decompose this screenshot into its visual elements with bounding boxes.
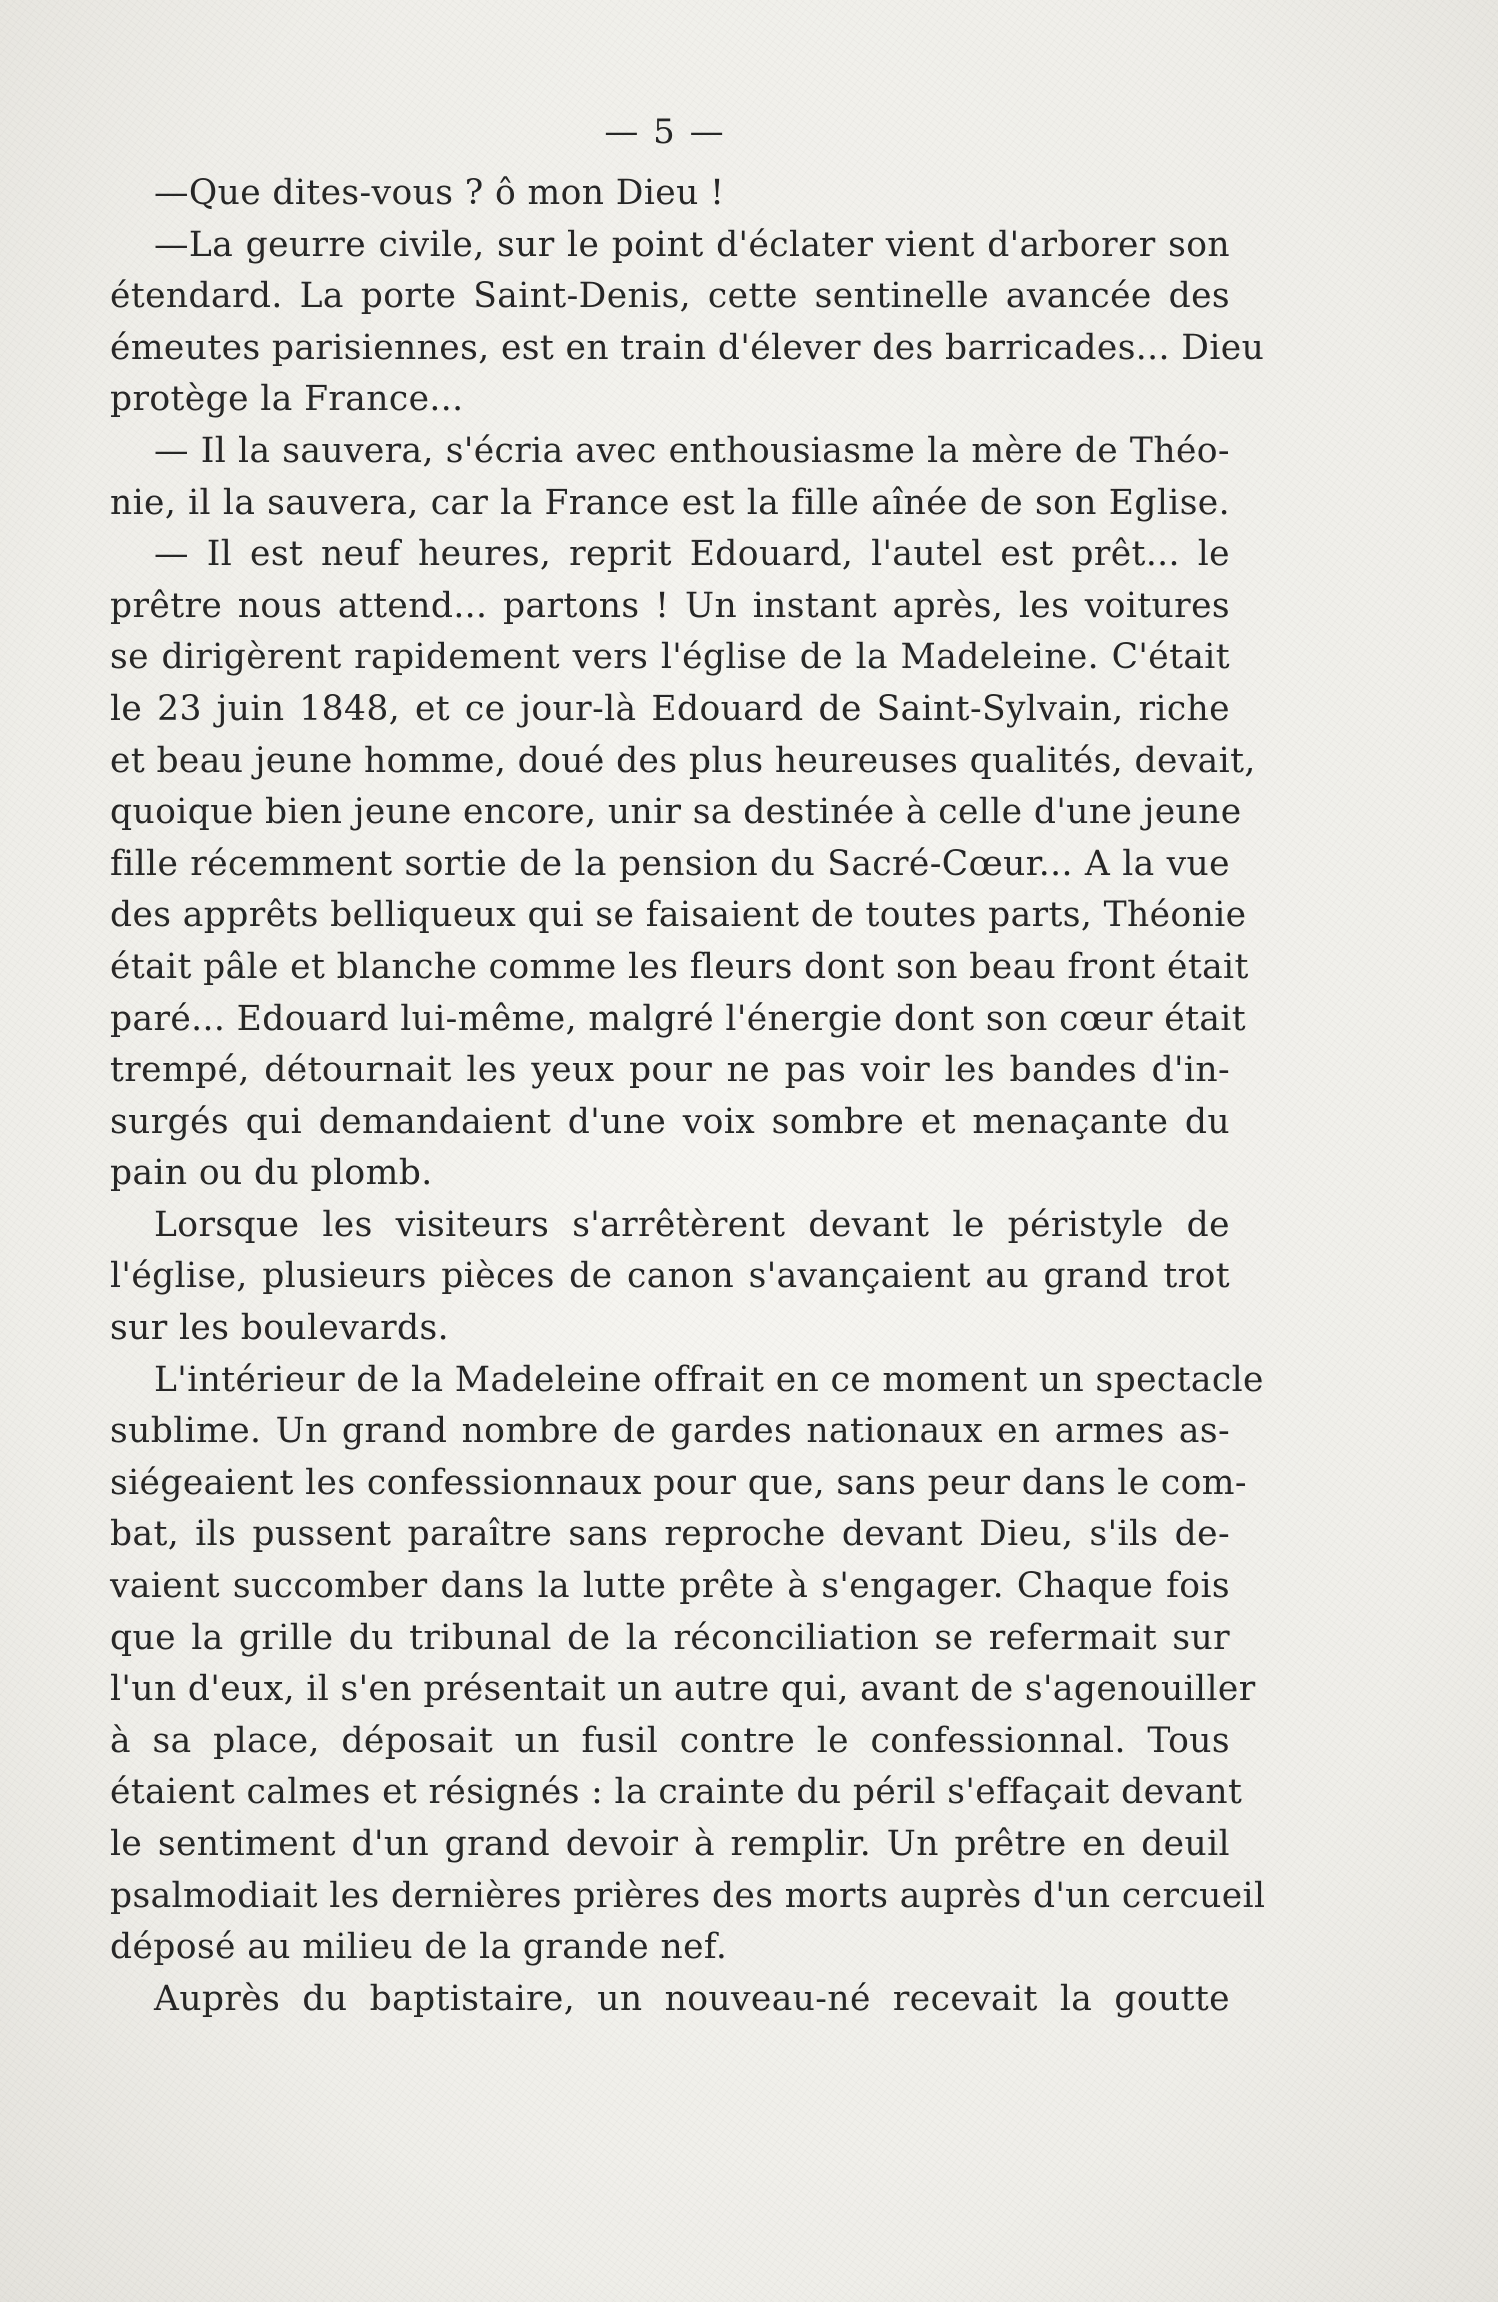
text-line: pain ou du plomb. — [110, 1153, 433, 1194]
text-line: émeutes parisiennes, est en train d'élever des barricades... Dieu — [110, 327, 1265, 368]
text-line: paré... Edouard lui-même, malgré l'énergie dont son cœur était — [110, 998, 1247, 1039]
text-line: quoique bien jeune encore, unir sa destinée à celle d'une jeune — [110, 792, 1242, 833]
text-line: psalmodiait les dernières prières des morts auprès d'un cercueil — [110, 1875, 1266, 1916]
text-line: et beau jeune homme, doué des plus heureuses qualités, devait, — [110, 740, 1256, 781]
text-line: sur les boulevards. — [110, 1308, 449, 1349]
page-number: — 5 — — [604, 112, 726, 152]
text-line: le 23 juin 1848, et ce jour-là Edouard de Saint-Sylvain, riche — [110, 688, 1230, 729]
text-line: vaient succomber dans la lutte prête à s'engager. Chaque fois — [110, 1566, 1230, 1607]
text-line: le sentiment d'un grand devoir à remplir. Un prêtre en deuil — [110, 1824, 1230, 1864]
text-line: protège la France... — [110, 379, 464, 420]
text-line: —La geurre civile, sur le point d'éclater vient d'arborer son — [154, 224, 1230, 265]
text-line: déposé au milieu de la grande nef. — [110, 1927, 728, 1968]
text-line: sublime. Un grand nombre de gardes nationaux en armes as- — [110, 1411, 1230, 1452]
text-line: que la grille du tribunal de la réconciliation se refermait sur — [110, 1617, 1230, 1658]
text-line: nie, il la sauvera, car la France est la fille aînée de son Eglise. — [110, 482, 1230, 523]
text-line: des apprêts belliqueux qui se faisaient de toutes parts, Théonie — [110, 895, 1247, 936]
text-line: — Il la sauvera, s'écria avec enthousiasme la mère de Théo- — [154, 430, 1230, 471]
text-line: à sa place, déposait un fusil contre le confessionnal. Tous — [110, 1720, 1230, 1761]
text-line: bat, ils pussent paraître sans reproche devant Dieu, s'ils de- — [110, 1514, 1230, 1555]
text-line: L'intérieur de la Madeleine offrait en ce moment un spectacle — [154, 1359, 1264, 1400]
text-line: se dirigèrent rapidement vers l'église de la Madeleine. C'était — [110, 637, 1230, 678]
text-line: l'église, plusieurs pièces de canon s'avançaient au grand trot — [110, 1256, 1230, 1297]
text-line: étaient calmes et résignés : la crainte du péril s'effaçait devant — [110, 1772, 1243, 1813]
text-line: trempé, détournait les yeux pour ne pas voir les bandes d'in- — [110, 1050, 1230, 1091]
text-line: surgés qui demandaient d'une voix sombre et menaçante du — [110, 1101, 1230, 1142]
text-line: siégeaient les confessionnaux pour que, sans peur dans le com- — [110, 1462, 1247, 1503]
text-line: l'un d'eux, il s'en présentait un autre qui, avant de s'agenouiller — [110, 1669, 1256, 1710]
text-line: — Il est neuf heures, reprit Edouard, l'autel est prêt... le — [154, 534, 1230, 575]
text-line: prêtre nous attend... partons ! Un instant après, les voitures — [110, 585, 1230, 626]
text-line: fille récemment sortie de la pension du Sacré-Cœur... A la vue — [110, 843, 1230, 884]
text-line: Lorsque les visiteurs s'arrêtèrent devant le péristyle de — [154, 1204, 1230, 1245]
text-line: —Que dites-vous ? ô mon Dieu ! — [154, 173, 725, 213]
text-line: Auprès du baptistaire, un nouveau-né recevait la goutte — [154, 1978, 1230, 2019]
body-text — [110, 168, 1266, 2025]
text-line: était pâle et blanche comme les fleurs dont son beau front était — [110, 946, 1249, 987]
text-line: étendard. La porte Saint-Denis, cette sentinelle avancée des — [110, 276, 1230, 317]
